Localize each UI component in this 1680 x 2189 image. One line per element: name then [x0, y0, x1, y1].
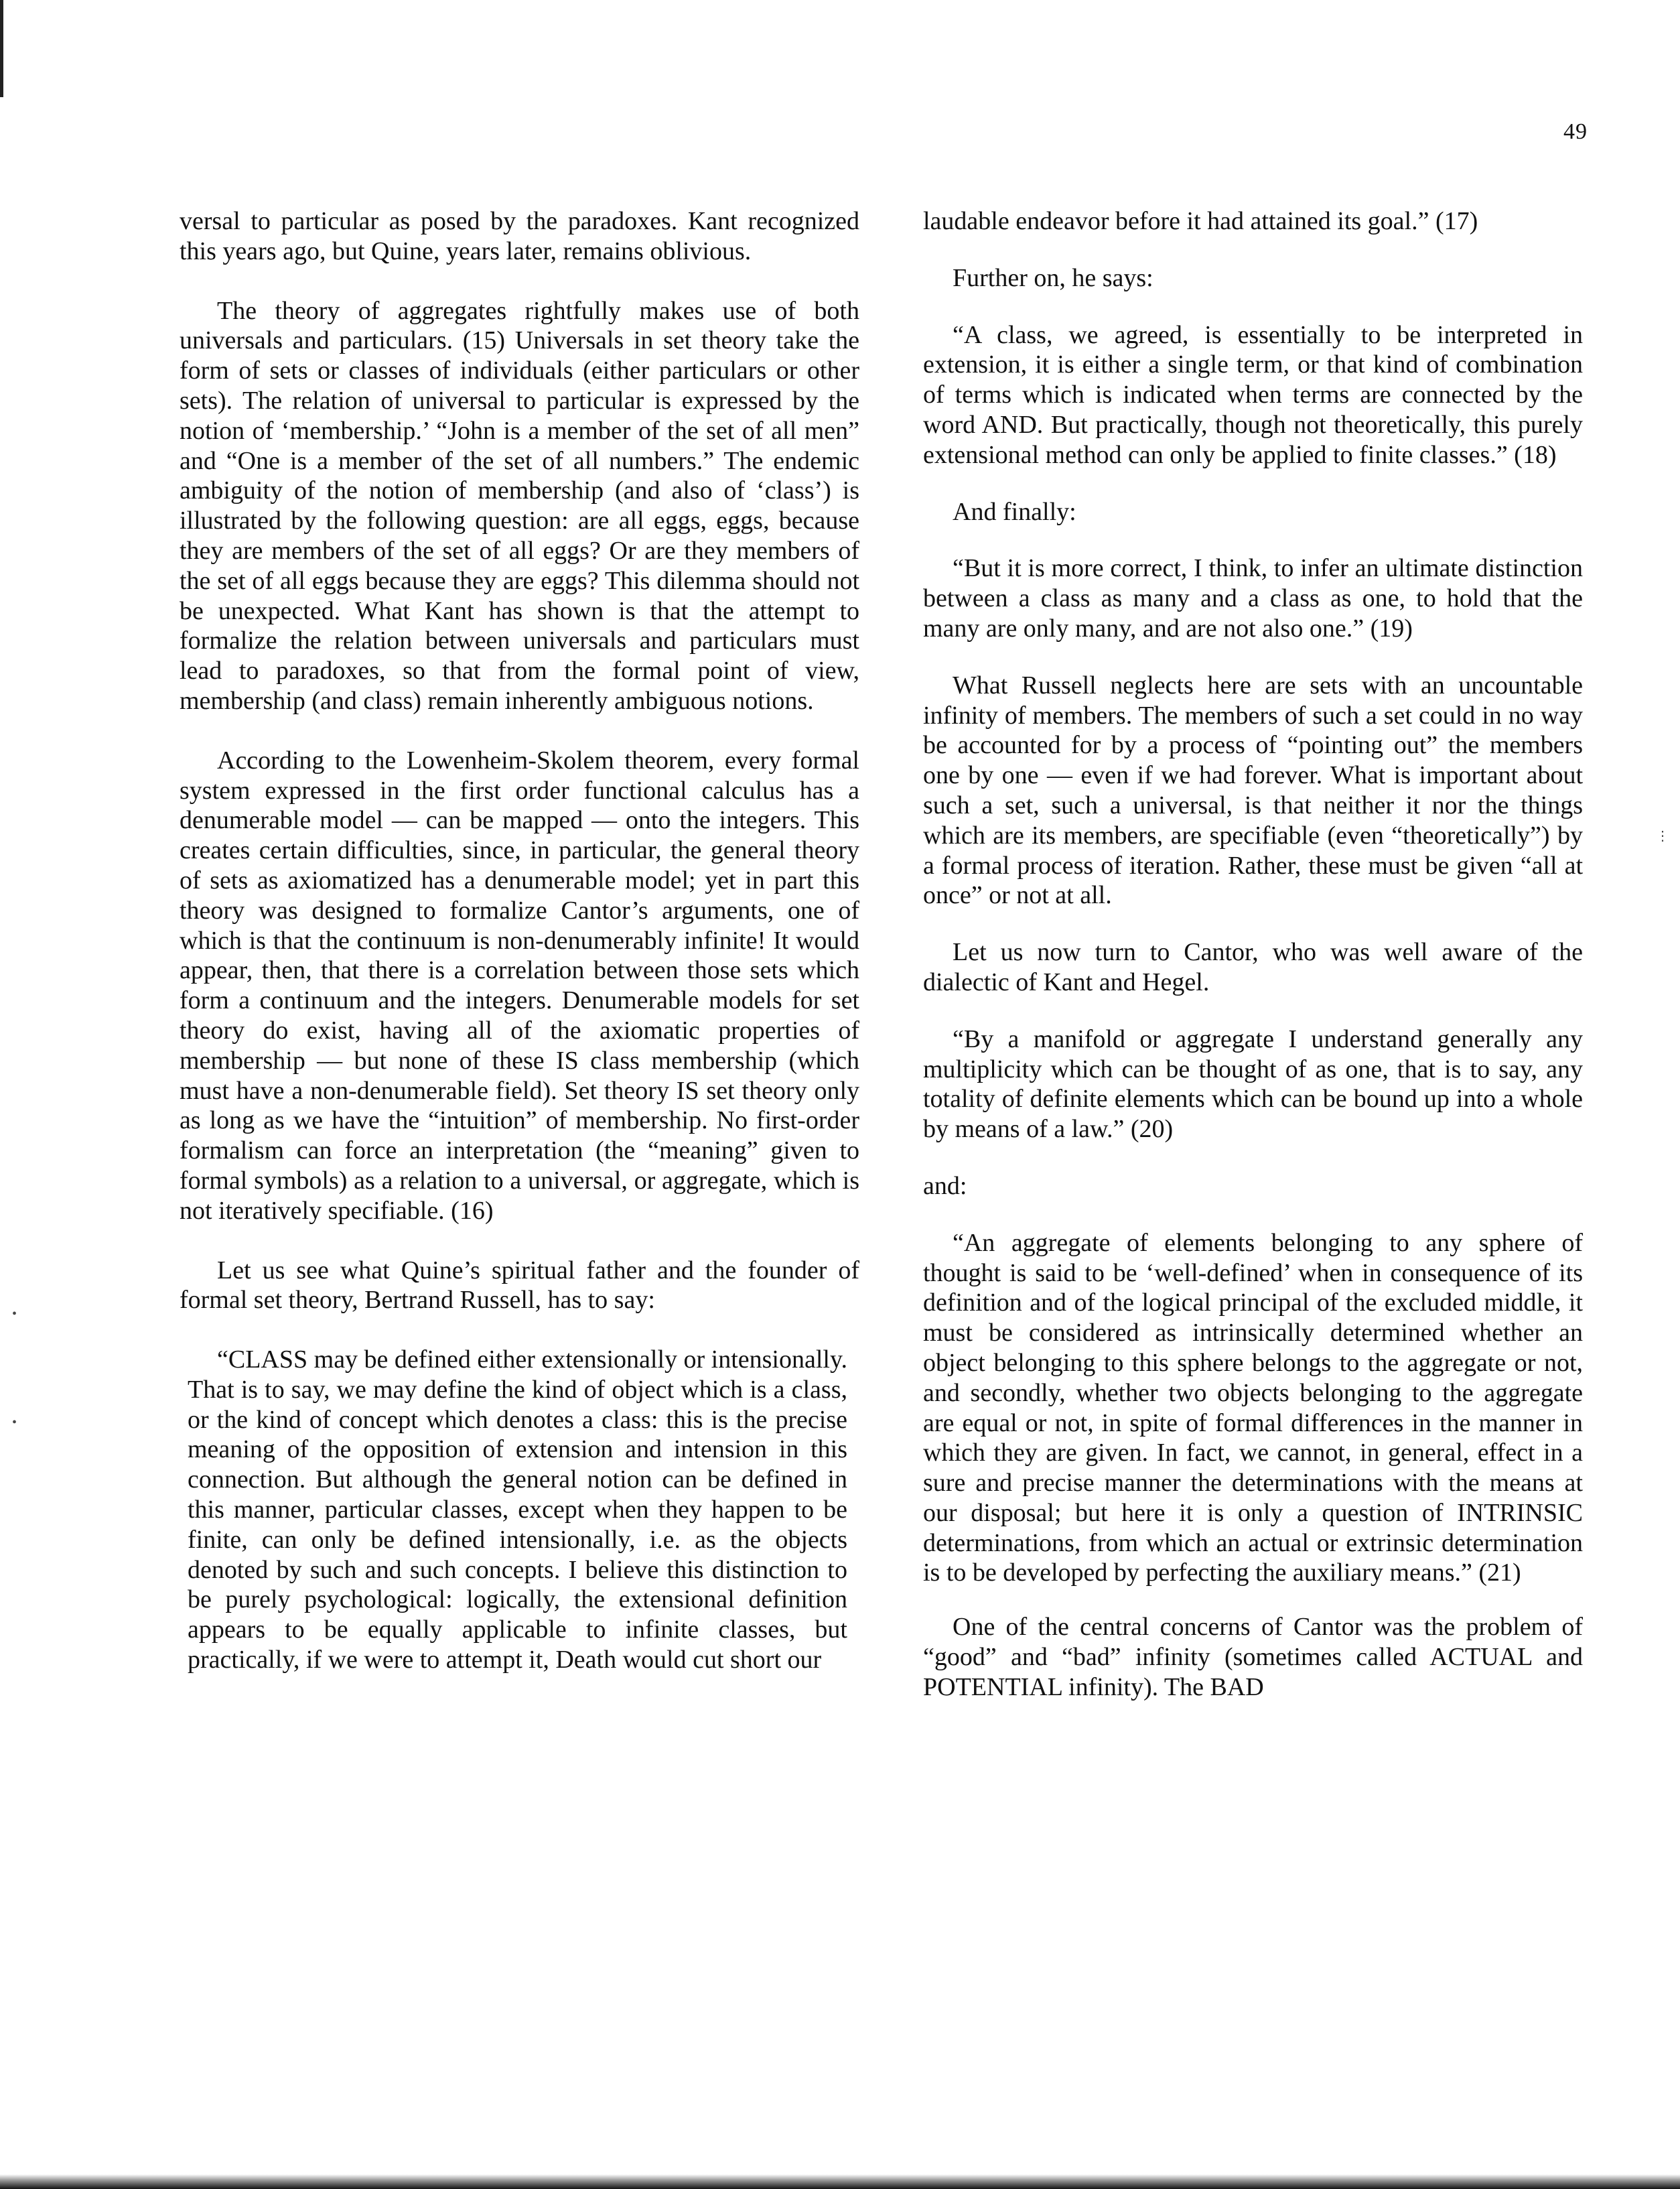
left-paragraph-3: According to the Lowenheim-Skolem theorem, every formal system expressed in the first order functional calculus has a denumerable model — can be mapped — onto the integers. This creates certain difficulties, since, in particular, the general theory of sets as axiomatized has a denumerable model; yet in part this theory was designed to formalize Cantor’s arguments, one of which is that the continuum is non-denumerably infinite! It would appear, then, that there is a correlation between those sets which form a continuum and the integers. Denumerable models for set theory do exist, having all of the axiomatic properties of membership — but none of these IS class membership (which must have a non-denumerable field). Set theory IS set theory only as long as we have the “intuition” of membership. No first-order formalism can force an interpretation (the “meaning” given to formal symbols) as a relation to a universal, or aggregate, which is not iteratively specifiable. (16) — [180, 746, 859, 1225]
right-paragraph-7: Let us now turn to Cantor, who was well aware of the dialectic of Kant and Hegel. — [923, 938, 1583, 996]
right-paragraph-11: One of the central concerns of Cantor was the problem of “good” and “bad” infinity (sometimes called ACTUAL and POTENTIAL infinity). The BAD — [923, 1613, 1583, 1701]
left-paragraph-2: The theory of aggregates rightfully makes use of both universals and particulars. (15) Universals in set theory take the form of sets or classes of individuals (either particulars or other sets). The relation of universal to particular is expressed by the notion of ‘membership.’ “John is a member of the set of all men” and “One is a member of the set of all numbers.” The endemic ambiguity of the notion of membership (and also of ‘class’) is illustrated by the following question: are all eggs, eggs, because they are members of the set of all eggs? Or are they members of the set of all eggs because they are eggs? This dilemma should not be unexpected. What Kant has shown is that the attempt to formalize the relation between universals and particulars must lead to paradoxes, so that from the formal point of view, membership (and class) remain inherently ambiguous notions. — [180, 296, 859, 715]
russell-quote-2: “A class, we agreed, is essentially to be interpreted in extension, it is either a single term, or that kind of combination of terms which is indicated when terms are connected by the word AND. But practically, though not theoretically, this purely extensional method can only be applied to finite classes.” (18) — [923, 320, 1583, 469]
left-paragraph-4: Let us see what Quine’s spiritual father and the founder of formal set theory, Bertrand Russell, has to say: — [180, 1256, 859, 1315]
cantor-quote-2: “An aggregate of elements belonging to any sphere of thought is said to be ‘well-defined’ when in consequence of its definition and of the logical principal of the excluded middle, it must be considered as intrinsically determined whether an object belonging to this sphere belongs to the aggregate or not, and secondly, whether two objects belonging to the aggregate are equal or not, in spite of formal differences in the manner in which they are given. In fact, we cannot, in general, effect in a sure and precise manner the determinations with the means at our disposal; but here it is only a question of INTRINSIC determinations, from which an actual or extrinsic determination is to be developed by perfecting the auxiliary means.” (21) — [923, 1228, 1583, 1587]
page-number: 49 — [1563, 119, 1588, 144]
left-paragraph-1: versal to particular as posed by the paradoxes. Kant recognized this years ago, but Quine, years later, remains oblivious. — [180, 207, 859, 265]
cantor-quote-1: “By a manifold or aggregate I understand generally any multiplicity which can be thought of as one, that is to say, any totality of definite elements which can be bound up into a whole by means of a law.” (20) — [923, 1024, 1583, 1144]
margin-mark: • — [12, 1415, 17, 1430]
margin-mark: ⋮ — [1656, 829, 1669, 844]
right-paragraph-4: And finally: — [953, 497, 1076, 526]
right-paragraph-2: Further on, he says: — [953, 263, 1153, 292]
russell-quote-1: “CLASS may be defined either extensionally or intensionally. That is to say, we may define the kind of object which is a class, or the kind of concept which denotes a class: this is the precise meaning of the opposition of extension and intension in this connection. But although the general notion can be defined in this manner, particular classes, except when they happen to be finite, can only be defined intensionally, i.e. as the objects denoted by such and such concepts. I believe this distinction to be purely psychological: logically, the extensional definition appears to be equally applicable to infinite classes, but practically, if we were to attempt it, Death would cut short our — [188, 1345, 847, 1674]
left-column — [180, 206, 859, 1675]
right-paragraph-6: What Russell neglects here are sets with an uncountable infinity of members. The members of such a set could in no way be accounted for by a process of “pointing out” the members one by one — even if we had forever. What is important about such a set, such a universal, is that neither it nor the things which are its members, are specifiable (even “theoretically”) by a formal process of iteration. Rather, these must be given “all at once” or not at all. — [923, 671, 1583, 910]
margin-mark: • — [12, 1307, 17, 1321]
right-paragraph-9: and: — [923, 1171, 967, 1200]
right-column — [923, 206, 1583, 1703]
page-edge-bottom — [0, 2174, 1680, 2189]
russell-quote-3: “But it is more correct, I think, to infer an ultimate distinction between a class as many and a class as one, to hold that the many are only many, and are not also one.” (19) — [923, 554, 1583, 643]
page-edge-left — [0, 0, 3, 97]
right-paragraph-1: laudable endeavor before it had attained its goal.” (17) — [923, 207, 1478, 235]
